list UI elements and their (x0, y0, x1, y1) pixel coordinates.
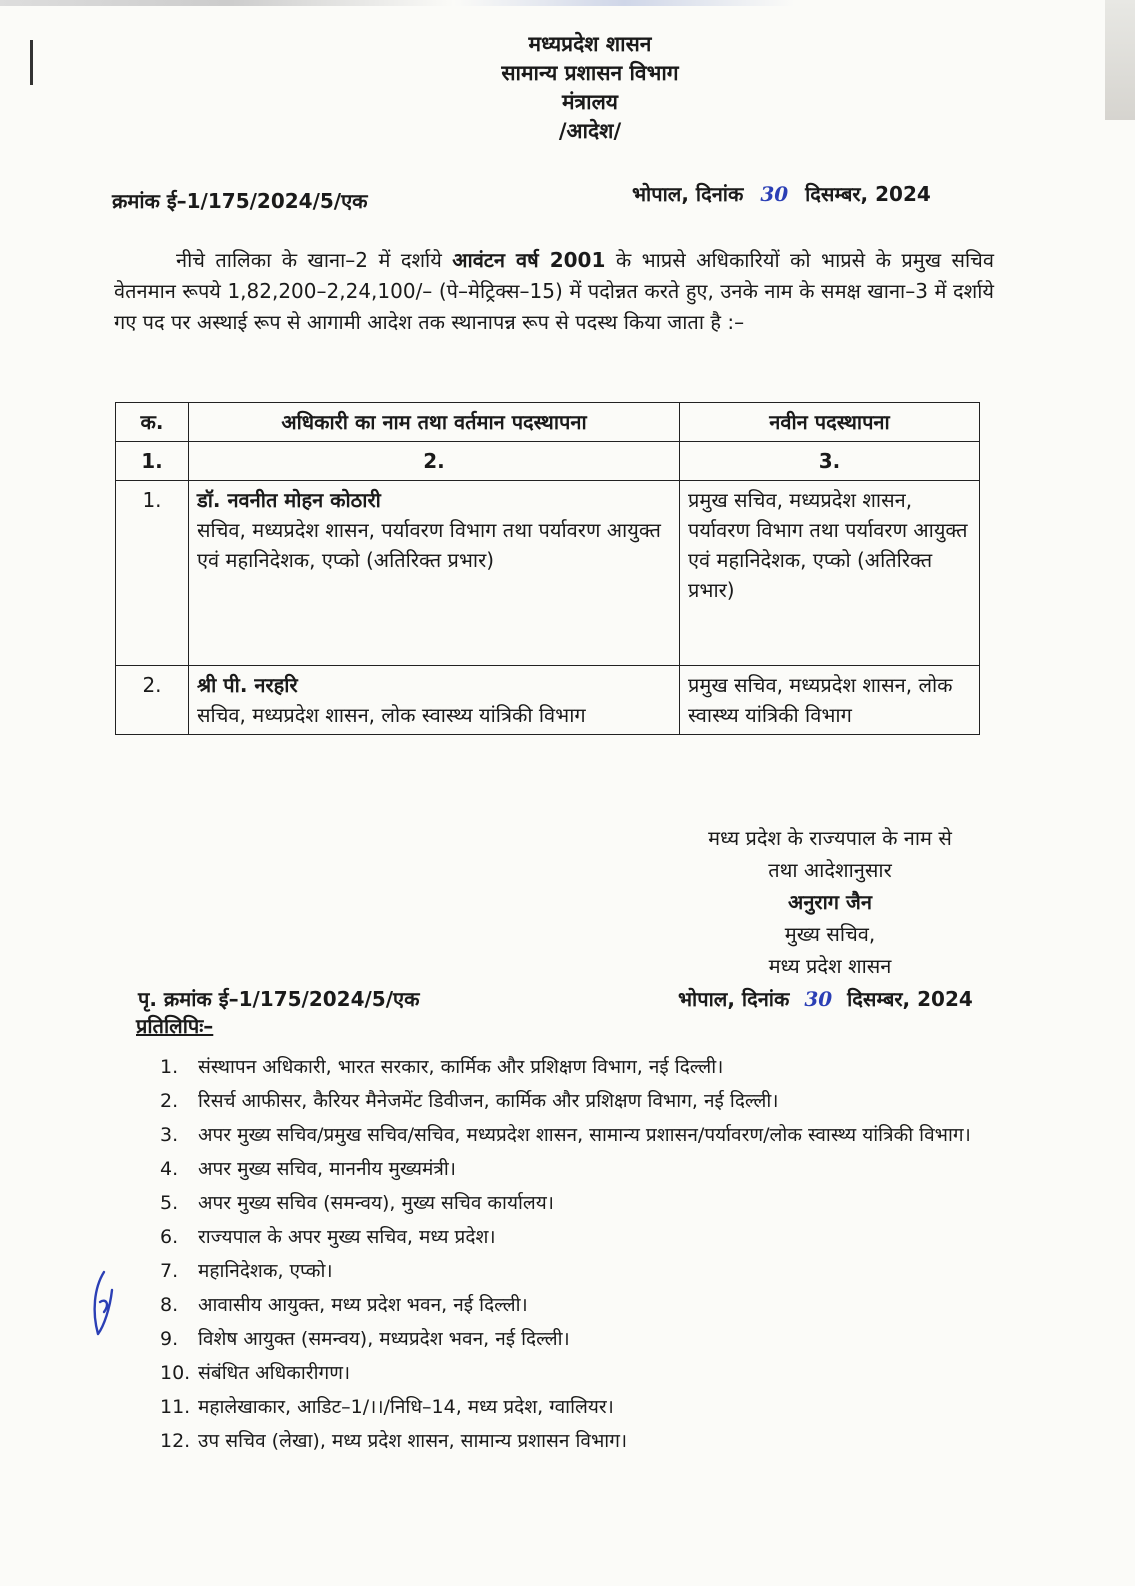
list-item-number: 1. (160, 1056, 179, 1078)
table-row-officer (189, 481, 680, 666)
list-item-text: महानिदेशक, एप्को। (198, 1260, 333, 1282)
list-item (160, 1254, 1030, 1288)
endorsement-date-month-year: दिसम्बर, 2024 (847, 987, 973, 1011)
list-item-number: 10. (160, 1362, 191, 1384)
officer-name: श्री पी. नरहरि (197, 673, 298, 697)
letterhead-government: मध्यप्रदेश शासन (528, 32, 652, 56)
list-item-number: 12. (160, 1430, 191, 1452)
table-row (116, 481, 980, 666)
order-body-allotment-year: आवंटन वर्ष 2001 (452, 248, 606, 272)
copy-to-title: प्रतिलिपिः– (136, 1014, 214, 1038)
list-item-number: 11. (160, 1396, 191, 1418)
order-body-part1: नीचे तालिका के खाना–2 में दर्शाये (176, 248, 453, 272)
table-row-sno: 1. (116, 481, 189, 666)
letterhead-doc-type: /आदेश/ (558, 119, 622, 143)
officer-current-posting: सचिव, मध्यप्रदेश शासन, पर्यावरण विभाग तथा पर्यावरण आयुक्त एवं महानिदेशक, एप्को (अतिरिक्त प्रभार) (197, 518, 661, 572)
signature-line1: मध्य प्रदेश के राज्यपाल के नाम से (708, 826, 952, 850)
list-item (160, 1084, 1030, 1118)
officer-current-posting: सचिव, मध्यप्रदेश शासन, लोक स्वास्थ्य यांत्रिकी विभाग (197, 703, 586, 727)
order-date-prefix: भोपाल, दिनांक (632, 182, 744, 206)
table-header-sno: क. (116, 403, 189, 442)
endorsement-date-day-handwritten: 30 (804, 987, 833, 1011)
posting-table (115, 402, 980, 735)
scan-edge-strip (0, 0, 1135, 6)
list-item (160, 1152, 1030, 1186)
table-colnum-2: 2. (189, 442, 680, 481)
table-row-officer (189, 666, 680, 735)
letterhead (0, 30, 1135, 146)
table-row-new-posting: प्रमुख सचिव, मध्यप्रदेश शासन, पर्यावरण विभाग तथा पर्यावरण आयुक्त एवं महानिदेशक, एप्को (अतिरिक्त प्रभार) (680, 481, 980, 666)
list-item-text: अपर मुख्य सचिव (समन्वय), मुख्य सचिव कार्यालय। (198, 1192, 554, 1214)
table-header-row (116, 403, 980, 442)
list-item-text: अपर मुख्य सचिव/प्रमुख सचिव/सचिव, मध्यप्रदेश शासन, सामान्य प्रशासन/पर्यावरण/लोक स्वास्थ्य यांत्रिकी विभाग। (198, 1124, 971, 1146)
signatory-office: मध्य प्रदेश शासन (768, 954, 892, 978)
table-row-new-posting: प्रमुख सचिव, मध्यप्रदेश शासन, लोक स्वास्थ्य यांत्रिकी विभाग (680, 666, 980, 735)
list-item (160, 1390, 1030, 1424)
list-item (160, 1050, 1030, 1084)
order-body-part2: के भाप्रसे अधिकारियों को भाप्रसे के प्रमुख सचिव वेतनमान रूपये 1,82,200–2,24,100/– (पे–मेट्रिक्स–15) में पदोन्नत करते हुए, उनके नाम के समक्ष खाना–3 में दर्शाये गए पद पर अस्थाई रूप से आगामी आदेश तक स्थानापन्न रूप से पदस्थ किया जाता है :– (114, 248, 994, 334)
letterhead-ministry: मंत्रालय (561, 90, 618, 114)
list-item-text: संबंधित अधिकारीगण। (198, 1362, 351, 1384)
table-colnum-1: 1. (116, 442, 189, 481)
list-item (160, 1186, 1030, 1220)
endorsement-date-prefix: भोपाल, दिनांक (678, 987, 790, 1011)
list-item (160, 1118, 1030, 1152)
endorsement-number: पृ. क्रमांक ई–1/175/2024/5/एक (138, 987, 420, 1011)
list-item-text: रिसर्च आफीसर, कैरियर मैनेजमेंट डिवीजन, कार्मिक और प्रशिक्षण विभाग, नई दिल्ली। (198, 1090, 779, 1112)
list-item-number: 5. (160, 1192, 179, 1214)
copy-to-list (160, 1050, 1030, 1458)
list-item-text: संस्थापन अधिकारी, भारत सरकार, कार्मिक और प्रशिक्षण विभाग, नई दिल्ली। (198, 1056, 724, 1078)
list-item-number: 4. (160, 1158, 179, 1180)
list-item-number: 9. (160, 1328, 179, 1350)
table-colnum-3: 3. (680, 442, 980, 481)
order-date (632, 180, 931, 207)
order-date-month-year: दिसम्बर, 2024 (805, 182, 931, 206)
order-number: क्रमांक ई–1/175/2024/5/एक (112, 189, 368, 213)
order-date-day-handwritten: 30 (760, 182, 789, 206)
signatory-name: अनुराग जैन (788, 890, 872, 914)
table-row (116, 666, 980, 735)
list-item (160, 1288, 1030, 1322)
letterhead-department: सामान्य प्रशासन विभाग (501, 61, 679, 85)
list-item-number: 7. (160, 1260, 179, 1282)
list-item-number: 6. (160, 1226, 179, 1248)
list-item (160, 1322, 1030, 1356)
list-item-text: उप सचिव (लेखा), मध्य प्रदेश शासन, सामान्य प्रशासन विभाग। (198, 1430, 628, 1452)
list-item-text: विशेष आयुक्त (समन्वय), मध्यप्रदेश भवन, नई दिल्ली। (198, 1328, 570, 1350)
handwritten-mark-icon (90, 1268, 116, 1342)
list-item-number: 3. (160, 1124, 179, 1146)
signature-block (640, 822, 1020, 982)
list-item-text: महालेखाकार, आडिट–1/।।/निधि–14, मध्य प्रदेश, ग्वालियर। (198, 1396, 614, 1418)
list-item-text: आवासीय आयुक्त, मध्य प्रदेश भवन, नई दिल्ली। (198, 1294, 528, 1316)
list-item (160, 1356, 1030, 1390)
list-item-number: 2. (160, 1090, 179, 1112)
table-header-new-posting: नवीन पदस्थापना (680, 403, 980, 442)
list-item (160, 1424, 1030, 1458)
officer-name: डॉ. नवनीत मोहन कोठारी (197, 488, 381, 512)
signature-line2: तथा आदेशानुसार (768, 858, 892, 882)
endorsement-date (678, 985, 973, 1012)
order-body-paragraph (114, 245, 994, 338)
list-item-text: अपर मुख्य सचिव, माननीय मुख्यमंत्री। (198, 1158, 456, 1180)
list-item-number: 8. (160, 1294, 179, 1316)
table-column-number-row (116, 442, 980, 481)
table-row-sno: 2. (116, 666, 189, 735)
table-header-officer: अधिकारी का नाम तथा वर्तमान पदस्थापना (189, 403, 680, 442)
signatory-designation: मुख्य सचिव, (784, 922, 876, 946)
list-item (160, 1220, 1030, 1254)
list-item-text: राज्यपाल के अपर मुख्य सचिव, मध्य प्रदेश। (198, 1226, 496, 1248)
